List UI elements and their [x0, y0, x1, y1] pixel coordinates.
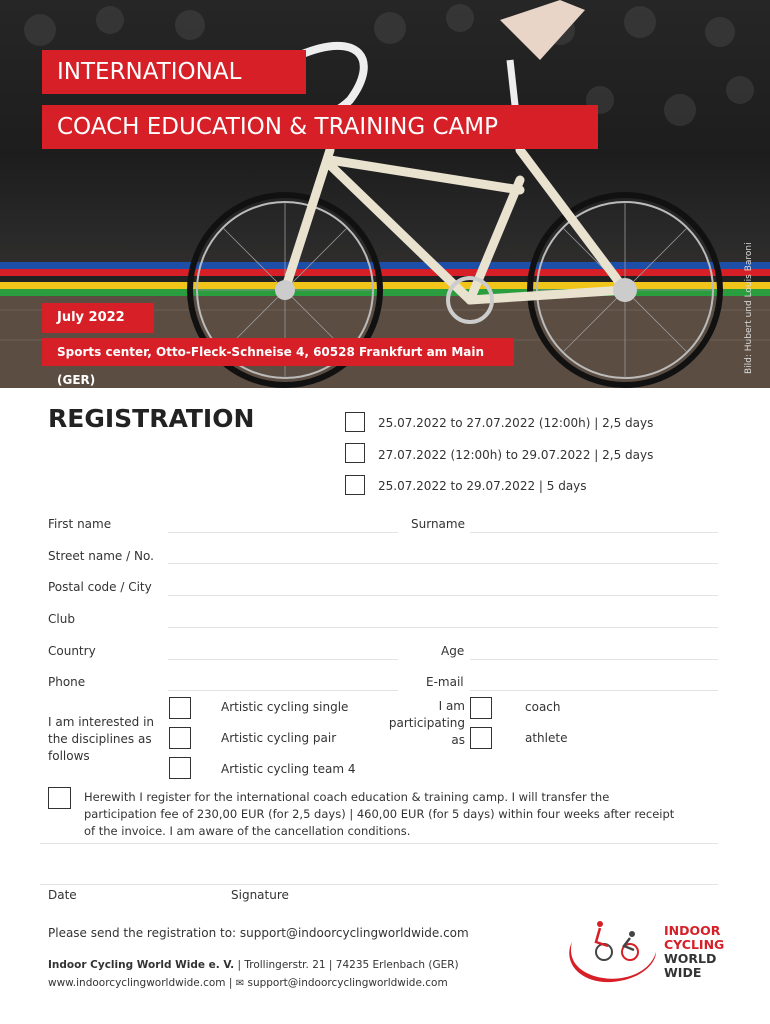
email-label: E-mail: [426, 675, 464, 689]
logo-line: INDOOR: [664, 923, 721, 938]
disciplines-label-line: follows: [48, 749, 90, 763]
org-name: Indoor Cycling World Wide e. V.: [48, 959, 235, 971]
logo-line: WIDE: [664, 965, 702, 980]
email-field[interactable]: [470, 690, 718, 691]
discipline-team4-checkbox[interactable]: [169, 757, 191, 779]
email-link[interactable]: support@indoorcyclingworldwide.com: [244, 977, 448, 989]
date-option-1-label: 25.07.2022 to 27.07.2022 (12:00h) | 2,5 days: [378, 416, 654, 430]
title-banner-coach-education: COACH EDUCATION & TRAINING CAMP: [42, 105, 598, 149]
discipline-single-checkbox[interactable]: [169, 697, 191, 719]
agreement-text: Herewith I register for the international coach education & training camp. I will transfer the participation fee of 230,00 EUR (for 2,5 days) | 460,00 EUR (for 5 days) within four weeks after receipt of the invoice. I am aware of the cancellation conditions.: [84, 790, 675, 838]
logo-line: CYCLING: [664, 937, 725, 952]
postal-field[interactable]: [168, 595, 718, 596]
country-field[interactable]: [168, 659, 398, 660]
date-option-1-checkbox[interactable]: [345, 412, 365, 432]
street-field[interactable]: [168, 563, 718, 564]
registration-title: REGISTRATION: [48, 404, 255, 433]
website-link[interactable]: www.indoorcyclingworldwide.com: [48, 977, 226, 989]
date-option-3-checkbox[interactable]: [345, 475, 365, 495]
date-option-2-label: 27.07.2022 (12:00h) to 29.07.2022 | 2,5 days: [378, 448, 654, 462]
photo-credit: Bild: Hubert und Louis Baroni: [744, 242, 754, 374]
club-label: Club: [48, 612, 75, 626]
discipline-single-label: Artistic cycling single: [221, 700, 349, 714]
surname-label: Surname: [411, 517, 465, 531]
agreement-checkbox[interactable]: [48, 787, 71, 809]
send-to-text: Please send the registration to: support@indoorcyclingworldwide.com: [48, 926, 469, 940]
date-banner: July 2022: [42, 303, 154, 333]
location-banner: Sports center, Otto-Fleck-Schneise 4, 60528 Frankfurt am Main (GER): [42, 338, 514, 366]
org-address: | Trollingerstr. 21 | 74235 Erlenbach (GER): [234, 959, 459, 971]
signature-label: Signature: [231, 888, 289, 902]
first-name-label: First name: [48, 517, 112, 531]
disciplines-label: [48, 714, 154, 765]
participation-label-line: as: [451, 733, 465, 747]
signature-line[interactable]: [40, 884, 718, 885]
phone-label: Phone: [48, 675, 86, 689]
postal-label: Postal code / City: [48, 580, 152, 594]
participation-athlete-checkbox[interactable]: [470, 727, 492, 749]
logo-line: WORLD: [664, 951, 717, 966]
participation-coach-checkbox[interactable]: [470, 697, 492, 719]
divider: [40, 843, 718, 844]
disciplines-label-line: I am interested in: [48, 715, 155, 729]
contact-line: [48, 977, 448, 989]
date-option-2-checkbox[interactable]: [345, 443, 365, 463]
participation-coach-label: coach: [525, 700, 561, 714]
participation-label: [383, 698, 465, 749]
org-address-line: [48, 959, 459, 971]
age-field[interactable]: [470, 659, 718, 660]
logo-wordmark: [664, 924, 724, 980]
club-field[interactable]: [168, 627, 718, 628]
first-name-field[interactable]: [168, 532, 398, 533]
date-signature-label: Date: [48, 888, 77, 902]
date-option-3-label: 25.07.2022 to 29.07.2022 | 5 days: [378, 479, 587, 493]
contact-separator: |: [225, 977, 236, 989]
indoor-cycling-logo-icon: [560, 912, 660, 990]
surname-field[interactable]: [470, 532, 718, 533]
participation-label-line: I am: [438, 699, 465, 713]
participation-athlete-label: athlete: [525, 731, 568, 745]
country-label: Country: [48, 644, 96, 658]
age-label: Age: [441, 644, 465, 658]
disciplines-label-line: the disciplines as: [48, 732, 152, 746]
discipline-team4-label: Artistic cycling team 4: [221, 762, 356, 776]
street-label: Street name / No.: [48, 549, 154, 563]
discipline-pair-checkbox[interactable]: [169, 727, 191, 749]
mail-icon: ✉: [235, 978, 245, 989]
phone-field[interactable]: [168, 690, 398, 691]
title-banner-international: INTERNATIONAL: [42, 50, 306, 94]
participation-label-line: participating: [388, 716, 465, 730]
discipline-pair-label: Artistic cycling pair: [221, 731, 337, 745]
